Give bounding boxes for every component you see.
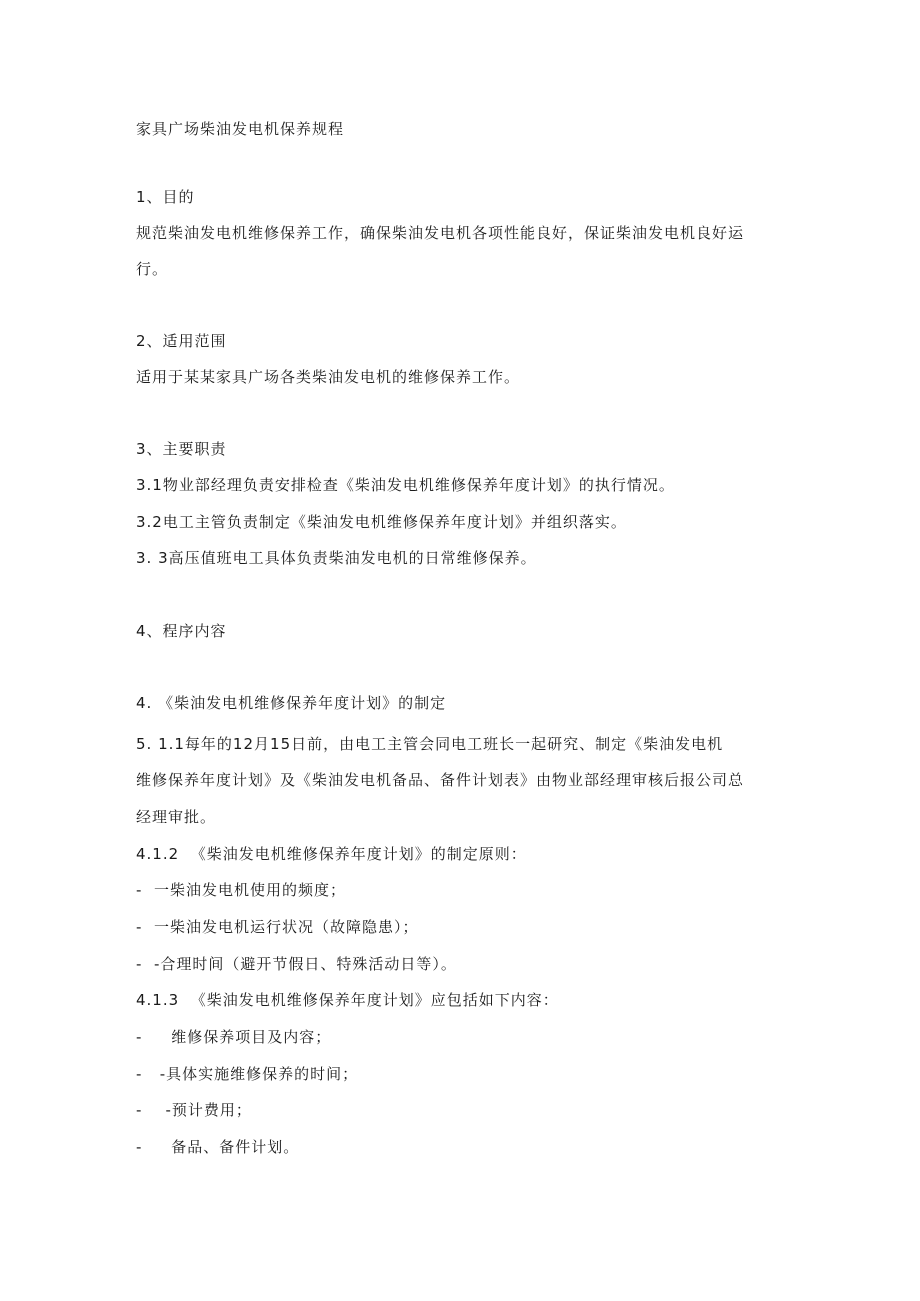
paragraph-4-1-1-line-1: 5. 1.1每年的12月15日前，由电工主管会同电工班长一起研究、制定《柴油发电机	[136, 735, 724, 753]
section-3-item-3: 3. 3高压值班电工具体负责柴油发电机的日常维修保养。	[136, 549, 537, 567]
section-3-item-2: 3.2电工主管负责制定《柴油发电机维修保养年度计划》并组织落实。	[136, 513, 627, 531]
list-item: - 备品、备件计划。	[136, 1138, 300, 1156]
section-3-heading: 3、主要职责	[136, 440, 227, 458]
paragraph-4-1-1-line-3: 经理审批。	[136, 808, 217, 826]
list-item: - -具体实施维修保养的时间；	[136, 1065, 359, 1083]
section-4-sub-heading: 4. 《柴油发电机维修保养年度计划》的制定	[136, 694, 447, 712]
paragraph-4-1-2: 4.1.2 《柴油发电机维修保养年度计划》的制定原则：	[136, 845, 527, 863]
section-2-heading: 2、适用范围	[136, 332, 227, 350]
section-4-heading: 4、程序内容	[136, 622, 227, 640]
paragraph-4-1-1-line-2: 维修保养年度计划》及《柴油发电机备品、备件计划表》由物业部经理审核后报公司总	[136, 771, 745, 789]
section-1-body-line-2: 行。	[136, 260, 169, 278]
list-item: - 维修保养项目及内容；	[136, 1028, 332, 1046]
list-item: - 一柴油发电机运行状况（故障隐患）；	[136, 918, 419, 936]
list-item: - 一柴油发电机使用的频度；	[136, 881, 346, 899]
section-3-item-1: 3.1物业部经理负责安排检查《柴油发电机维修保养年度计划》的执行情况。	[136, 476, 675, 494]
document-title: 家具广场柴油发电机保养规程	[136, 120, 345, 138]
section-2-body: 适用于某某家具广场各类柴油发电机的维修保养工作。	[136, 368, 521, 386]
section-1-heading: 1、目的	[136, 188, 195, 206]
list-item: - -合理时间（避开节假日、特殊活动日等）。	[136, 955, 457, 973]
section-1-body-line-1: 规范柴油发电机维修保养工作，确保柴油发电机各项性能良好，保证柴油发电机良好运	[136, 224, 745, 242]
paragraph-4-1-3: 4.1.3 《柴油发电机维修保养年度计划》应包括如下内容：	[136, 991, 559, 1009]
list-item: - -预计费用；	[136, 1101, 252, 1119]
